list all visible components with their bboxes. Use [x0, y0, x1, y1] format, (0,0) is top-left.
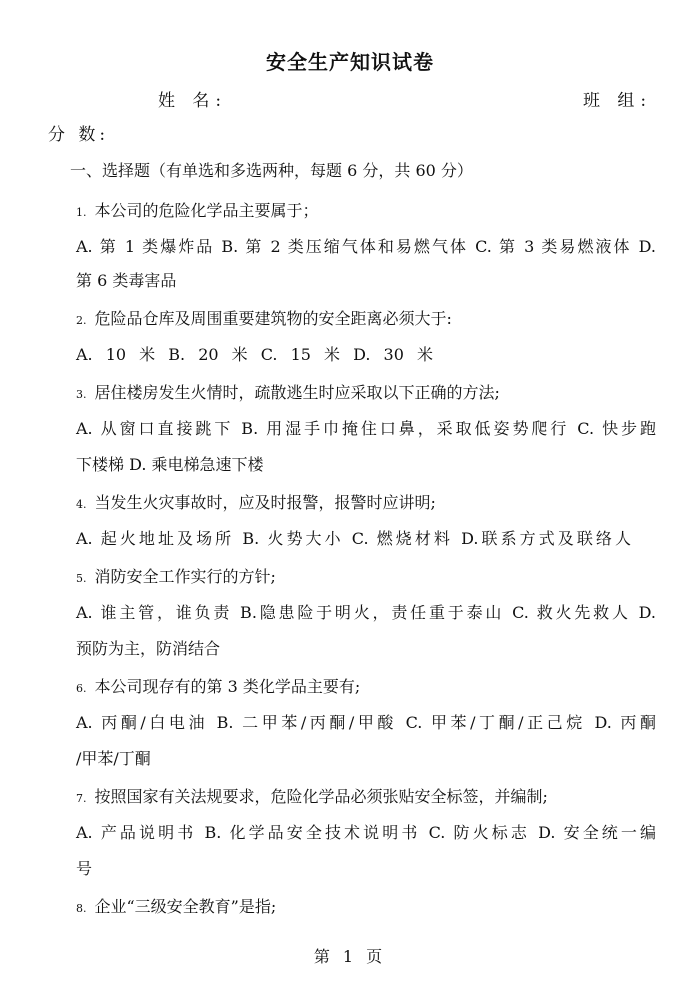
question-text: 企业“三级安全教育”是指;	[94, 897, 277, 916]
question-number: 4.	[76, 498, 87, 511]
question-3-options: A. 从窗口直接跳下 B. 用湿手巾掩住口鼻，采取低姿势爬行 C. 快步跑	[76, 419, 656, 438]
page-title: 安全生产知识试卷	[266, 50, 434, 74]
section-heading: 一、选择题（有单选和多选两种，每题 6 分，共 60 分）	[70, 161, 473, 180]
question-8	[76, 894, 276, 917]
question-4	[76, 490, 436, 513]
question-3	[76, 380, 500, 403]
question-1	[76, 198, 319, 221]
name-field-label: 姓 名:	[158, 91, 228, 111]
question-number: 5.	[76, 572, 87, 585]
question-5-options-cont: 预防为主，防消结合	[76, 639, 221, 658]
question-4-options: A. 起火地址及场所 B. 火势大小 C. 燃烧材料 D.联系方式及联络人	[76, 529, 631, 548]
question-7	[76, 784, 548, 807]
question-2	[76, 306, 452, 329]
question-1-options-cont: 第 6 类毒害品	[76, 271, 177, 290]
question-5	[76, 564, 276, 587]
question-text: 当发生火灾事故时，应及时报警，报警时应讲明;	[94, 493, 436, 512]
question-text: 按照国家有关法规要求，危险化学品必须张贴安全标签，并编制;	[94, 787, 548, 806]
question-3-options-cont: 下楼梯 D. 乘电梯急速下楼	[76, 455, 264, 474]
question-6	[76, 674, 360, 697]
question-6-options-cont: /甲苯/丁酮	[76, 749, 151, 768]
question-2-options: A. 10 米 B. 20 米 C. 15 米 D. 30 米	[76, 345, 433, 364]
page-number: 第 1 页	[313, 947, 387, 966]
question-7-options: A. 产品说明书 B. 化学品安全技术说明书 C. 防火标志 D. 安全统一编	[76, 823, 656, 842]
question-number: 8.	[76, 902, 87, 915]
class-field-label: 班 组:	[583, 91, 653, 111]
question-text: 本公司现存有的第 3 类化学品主要有;	[94, 677, 361, 696]
question-5-options: A. 谁主管，谁负责 B.隐患险于明火，责任重于泰山 C. 救火先救人 D.	[76, 603, 656, 622]
question-text: 居住楼房发生火情时，疏散逃生时应采取以下正确的方法;	[94, 383, 500, 402]
question-text: 危险品仓库及周围重要建筑物的安全距离必须大于:	[94, 309, 452, 328]
question-number: 7.	[76, 792, 87, 805]
question-6-options: A. 丙酮/白电油 B. 二甲苯/丙酮/甲酸 C. 甲苯/丁酮/正己烷 D. 丙酮	[76, 713, 656, 732]
question-number: 2.	[76, 314, 87, 327]
question-number: 6.	[76, 682, 87, 695]
question-number: 3.	[76, 388, 87, 401]
question-number: 1.	[76, 206, 87, 219]
question-text: 消防安全工作实行的方针;	[94, 567, 276, 586]
question-1-options: A. 第 1 类爆炸品 B. 第 2 类压缩气体和易燃气体 C. 第 3 类易燃液体 D.	[76, 237, 656, 256]
score-field-label: 分 数:	[48, 125, 110, 145]
question-7-options-cont: 号	[76, 859, 93, 878]
question-text: 本公司的危险化学品主要属于；	[94, 201, 319, 220]
